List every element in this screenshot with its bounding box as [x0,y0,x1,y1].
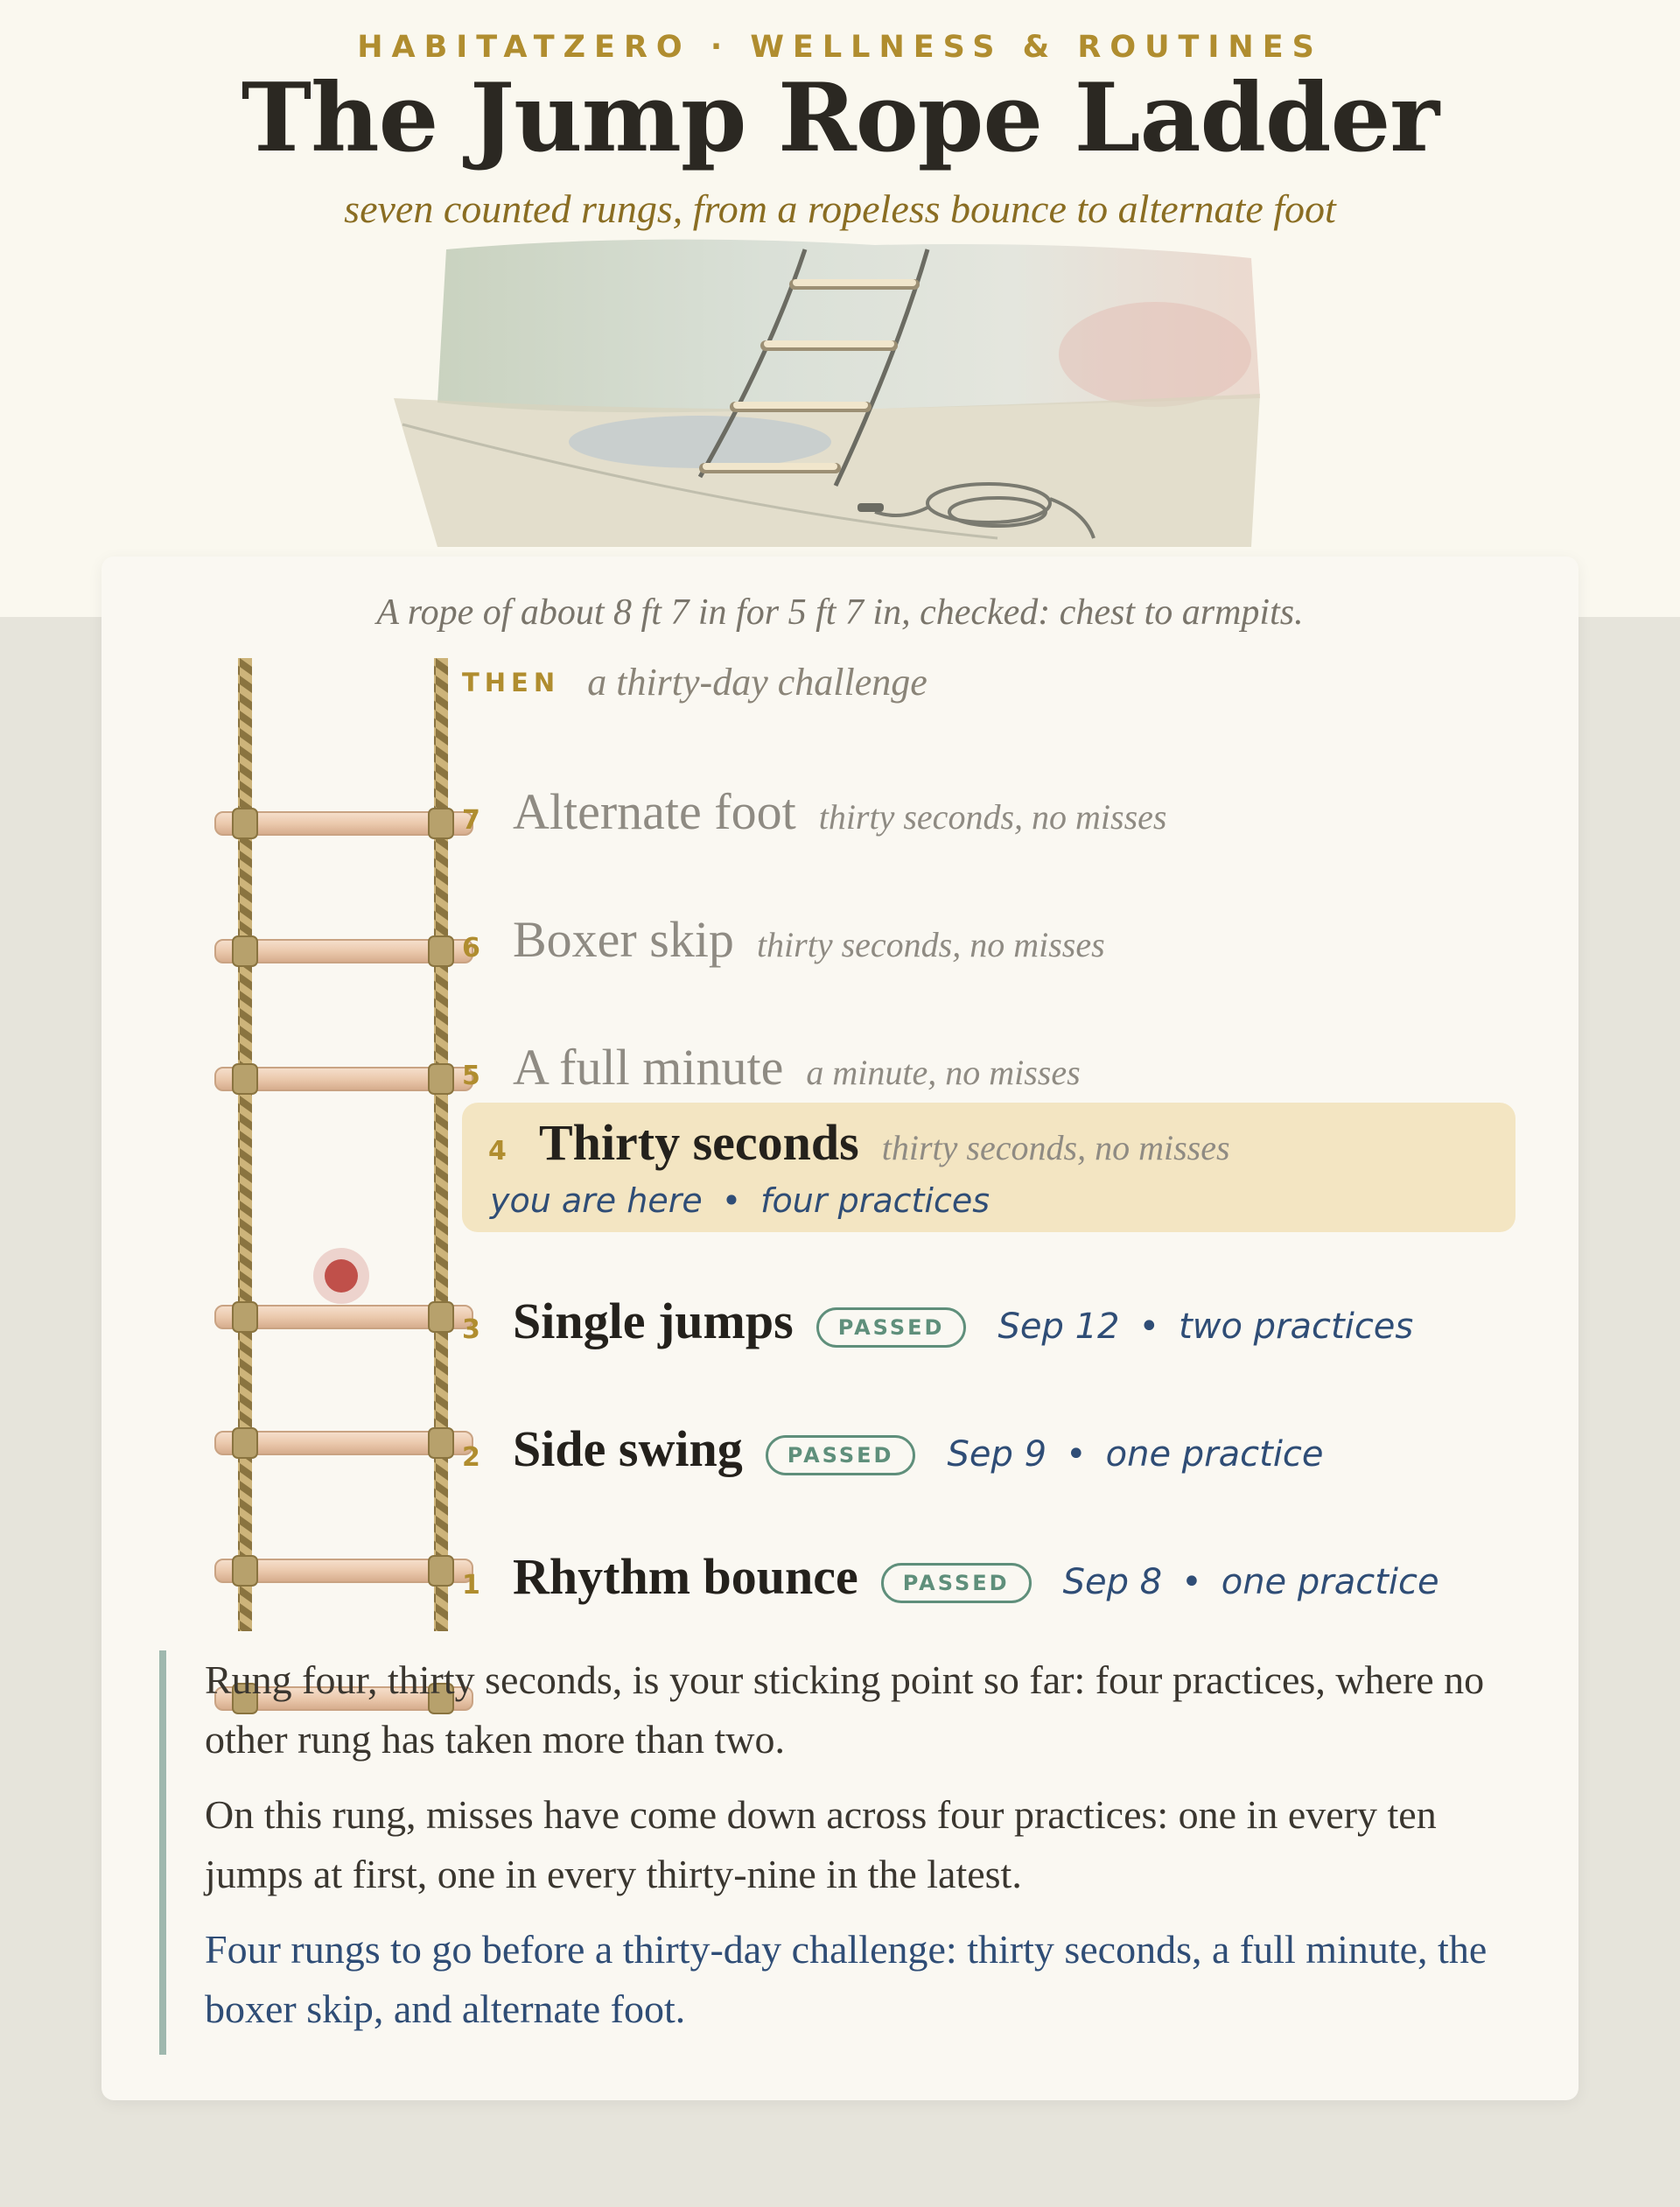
rung-1[interactable] [462,1547,1439,1610]
commentary-rungs-remaining: Four rungs to go before a thirty-day challenge: thirty seconds, a full minute, the boxer skip, and alternate foot. [205,1927,1488,2031]
rung-name: A full minute [513,1039,784,1096]
next-goal-row [462,660,928,704]
ladder-rung-5 [215,1064,472,1094]
passed-badge: PASSED [766,1435,916,1475]
ladder-illustration [385,223,1278,556]
rung-name: Rhythm bounce [513,1548,858,1605]
ladder-rung-6 [215,936,472,966]
ladder-right-rope [434,658,448,1631]
rung-requirement: thirty seconds, no misses [881,1128,1230,1167]
rung-number: 2 [462,1442,480,1473]
rung-number: 7 [462,805,480,836]
rung-requirement: thirty seconds, no misses [818,797,1167,837]
header-band [0,0,1680,617]
rung-name: Alternate foot [513,783,796,840]
rung-6[interactable] [462,910,1105,969]
passed-badge: PASSED [816,1307,967,1348]
ladder-rung-4 [215,1302,472,1332]
rung-name: Boxer skip [513,911,734,968]
rung-number: 3 [462,1314,480,1345]
rung-7[interactable] [462,782,1166,841]
rung-2[interactable] [462,1419,1324,1482]
you-are-here-marker [325,1259,358,1293]
then-label: THEN [462,667,561,697]
passed-date: Sep 9 • one practice [947,1434,1324,1475]
ladder-rung-7 [215,809,472,838]
rung-4 [488,1113,1230,1172]
ladder-rung-3 [215,1428,472,1458]
ladder-card [102,557,1578,2100]
page-subtitle: seven counted rungs, from a ropeless bounce to alternate foot [344,186,1336,231]
rung-5[interactable] [462,1038,1081,1096]
ladder-rung-graphics [154,658,504,1734]
page-title: The Jump Rope Ladder [241,63,1439,173]
rung-number: 5 [462,1061,480,1091]
rung-requirement: a minute, no misses [806,1053,1081,1092]
rung-name: Thirty seconds [539,1114,859,1171]
brand-label: HABITATZERO · WELLNESS & ROUTINES [357,30,1323,65]
rung-number: 1 [462,1570,480,1601]
rung-3[interactable] [462,1292,1413,1355]
rung-number: 4 [488,1136,507,1167]
you-are-here-label: you are here [490,1181,703,1220]
rung-number: 6 [462,933,480,963]
passed-badge: PASSED [881,1563,1032,1603]
current-rung-highlight[interactable] [462,1103,1516,1232]
passed-date: Sep 8 • one practice [1062,1562,1439,1602]
practice-count: four practices [760,1181,990,1220]
rope-size-note: A rope of about 8 ft 7 in for 5 ft 7 in, checked: chest to armpits. [376,592,1304,633]
ladder-left-rope [238,658,252,1631]
commentary-misses-trend: On this rung, misses have come down across four practices: one in every ten jumps at first, one in every thirty-nine in the latest. [205,1792,1437,1896]
rung-name: Single jumps [513,1293,794,1349]
commentary-sticking-point: Rung four, thirty seconds, is your sticking point so far: four practices, where no other rung has taken more than two. [205,1657,1485,1762]
progress-commentary [159,1650,1524,2055]
ladder-rung-2 [215,1556,472,1586]
rung-name: Side swing [513,1420,743,1477]
current-rung-status: you are here • four practices [490,1181,990,1220]
passed-date: Sep 12 • two practices [998,1307,1414,1347]
then-goal-text: a thirty-day challenge [587,661,928,704]
rung-requirement: thirty seconds, no misses [756,925,1105,964]
